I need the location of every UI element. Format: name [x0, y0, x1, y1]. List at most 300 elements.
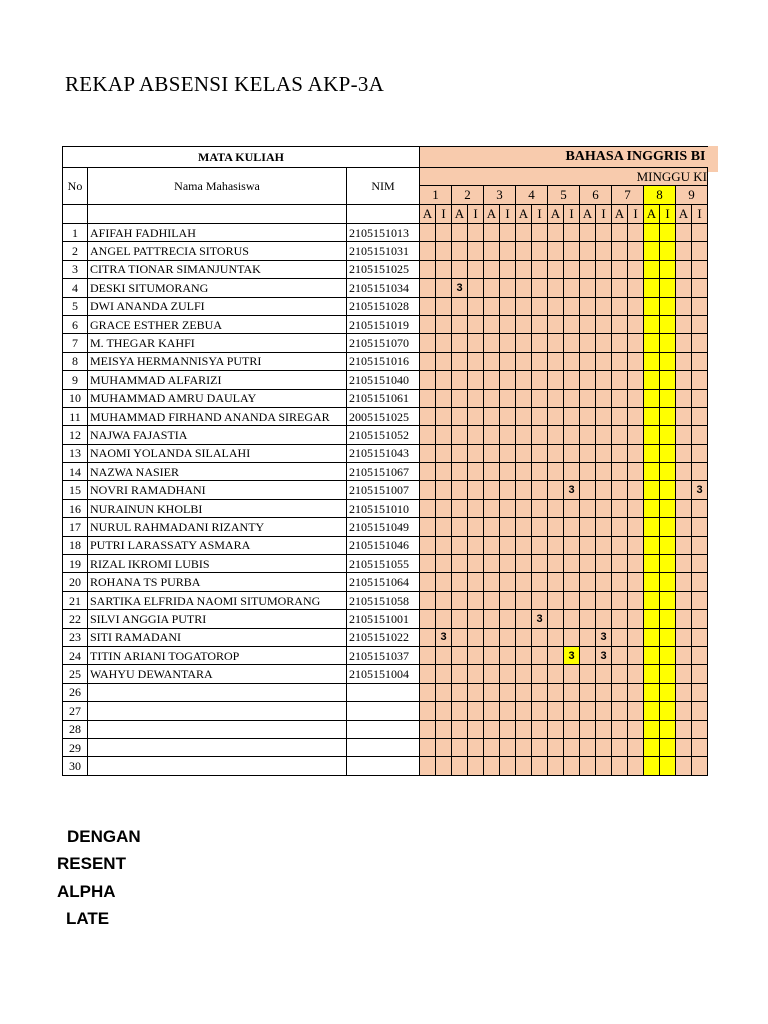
attendance-cell[interactable]: [516, 720, 532, 738]
attendance-cell[interactable]: [612, 757, 628, 775]
attendance-cell[interactable]: [628, 738, 644, 756]
attendance-cell[interactable]: [516, 665, 532, 683]
attendance-cell[interactable]: [692, 646, 708, 664]
attendance-cell[interactable]: [420, 757, 436, 775]
attendance-cell[interactable]: [452, 242, 468, 260]
attendance-cell[interactable]: [660, 279, 676, 297]
attendance-cell[interactable]: [548, 720, 564, 738]
student-nim[interactable]: [347, 738, 420, 756]
attendance-cell[interactable]: [468, 536, 484, 554]
attendance-cell[interactable]: [532, 518, 548, 536]
attendance-cell[interactable]: [516, 426, 532, 444]
attendance-cell[interactable]: [468, 426, 484, 444]
attendance-cell[interactable]: [516, 536, 532, 554]
attendance-cell[interactable]: [644, 334, 660, 352]
attendance-cell[interactable]: [564, 702, 580, 720]
attendance-cell[interactable]: [580, 371, 596, 389]
student-name[interactable]: MUHAMMAD ALFARIZI: [88, 371, 347, 389]
attendance-cell[interactable]: [660, 444, 676, 462]
student-name[interactable]: NAZWA NASIER: [88, 463, 347, 481]
attendance-mark[interactable]: 3: [436, 628, 452, 646]
attendance-cell[interactable]: [660, 407, 676, 425]
attendance-cell[interactable]: [516, 702, 532, 720]
student-nim[interactable]: 2105151070: [347, 334, 420, 352]
attendance-cell[interactable]: [628, 481, 644, 499]
attendance-cell[interactable]: [436, 573, 452, 591]
student-nim[interactable]: 2105151043: [347, 444, 420, 462]
student-nim[interactable]: [347, 720, 420, 738]
attendance-cell[interactable]: [692, 279, 708, 297]
attendance-cell[interactable]: [484, 481, 500, 499]
attendance-cell[interactable]: [676, 536, 692, 554]
attendance-cell[interactable]: [676, 224, 692, 242]
attendance-cell[interactable]: [516, 573, 532, 591]
attendance-cell[interactable]: [532, 242, 548, 260]
attendance-cell[interactable]: [628, 555, 644, 573]
attendance-cell[interactable]: [676, 499, 692, 517]
attendance-cell[interactable]: [452, 628, 468, 646]
attendance-cell[interactable]: [532, 426, 548, 444]
attendance-cell[interactable]: [596, 242, 612, 260]
attendance-cell[interactable]: [436, 224, 452, 242]
attendance-cell[interactable]: [628, 334, 644, 352]
attendance-cell[interactable]: [548, 573, 564, 591]
attendance-cell[interactable]: [564, 555, 580, 573]
attendance-cell[interactable]: [500, 757, 516, 775]
attendance-cell[interactable]: [516, 555, 532, 573]
attendance-cell[interactable]: [500, 444, 516, 462]
attendance-cell[interactable]: [596, 610, 612, 628]
attendance-cell[interactable]: [660, 334, 676, 352]
attendance-cell[interactable]: [692, 463, 708, 481]
student-name[interactable]: RIZAL IKROMI LUBIS: [88, 555, 347, 573]
student-name[interactable]: NURAINUN KHOLBI: [88, 499, 347, 517]
attendance-cell[interactable]: [516, 334, 532, 352]
attendance-cell[interactable]: [532, 297, 548, 315]
attendance-cell[interactable]: [596, 555, 612, 573]
attendance-cell[interactable]: [660, 297, 676, 315]
attendance-cell[interactable]: [452, 297, 468, 315]
attendance-cell[interactable]: [676, 407, 692, 425]
attendance-cell[interactable]: [436, 352, 452, 370]
attendance-cell[interactable]: [436, 536, 452, 554]
attendance-mark[interactable]: 3: [692, 481, 708, 499]
attendance-cell[interactable]: [548, 481, 564, 499]
attendance-cell[interactable]: [644, 371, 660, 389]
student-name[interactable]: MEISYA HERMANNISYA PUTRI: [88, 352, 347, 370]
attendance-cell[interactable]: [628, 426, 644, 444]
attendance-cell[interactable]: [564, 315, 580, 333]
attendance-cell[interactable]: [692, 444, 708, 462]
attendance-cell[interactable]: [420, 260, 436, 278]
attendance-cell[interactable]: [660, 463, 676, 481]
attendance-cell[interactable]: [628, 573, 644, 591]
attendance-cell[interactable]: [628, 757, 644, 775]
attendance-cell[interactable]: [468, 463, 484, 481]
attendance-cell[interactable]: [580, 407, 596, 425]
attendance-cell[interactable]: [468, 555, 484, 573]
attendance-cell[interactable]: [500, 242, 516, 260]
attendance-cell[interactable]: [500, 720, 516, 738]
attendance-cell[interactable]: [468, 352, 484, 370]
attendance-cell[interactable]: [420, 720, 436, 738]
attendance-cell[interactable]: [484, 628, 500, 646]
attendance-cell[interactable]: [436, 591, 452, 609]
attendance-cell[interactable]: [468, 738, 484, 756]
attendance-cell[interactable]: [532, 757, 548, 775]
attendance-cell[interactable]: [692, 260, 708, 278]
attendance-cell[interactable]: [580, 536, 596, 554]
student-name[interactable]: AFIFAH FADHILAH: [88, 224, 347, 242]
attendance-cell[interactable]: [580, 444, 596, 462]
attendance-cell[interactable]: [484, 444, 500, 462]
attendance-cell[interactable]: [644, 646, 660, 664]
attendance-cell[interactable]: [452, 334, 468, 352]
attendance-cell[interactable]: [468, 315, 484, 333]
student-nim[interactable]: [347, 757, 420, 775]
attendance-cell[interactable]: [692, 407, 708, 425]
student-nim[interactable]: 2105151031: [347, 242, 420, 260]
attendance-cell[interactable]: [548, 334, 564, 352]
student-nim[interactable]: 2105151064: [347, 573, 420, 591]
attendance-cell[interactable]: [468, 610, 484, 628]
attendance-cell[interactable]: [612, 499, 628, 517]
attendance-cell[interactable]: [532, 702, 548, 720]
attendance-cell[interactable]: [628, 279, 644, 297]
attendance-cell[interactable]: [660, 389, 676, 407]
attendance-cell[interactable]: [628, 463, 644, 481]
attendance-cell[interactable]: [676, 720, 692, 738]
attendance-cell[interactable]: [596, 665, 612, 683]
attendance-cell[interactable]: [644, 499, 660, 517]
attendance-mark[interactable]: 3: [564, 646, 580, 664]
attendance-cell[interactable]: [644, 389, 660, 407]
attendance-cell[interactable]: [644, 242, 660, 260]
attendance-cell[interactable]: [692, 555, 708, 573]
attendance-cell[interactable]: [484, 463, 500, 481]
student-nim[interactable]: 2105151007: [347, 481, 420, 499]
attendance-cell[interactable]: [612, 738, 628, 756]
attendance-cell[interactable]: [660, 260, 676, 278]
attendance-cell[interactable]: [564, 683, 580, 701]
attendance-cell[interactable]: [644, 591, 660, 609]
attendance-cell[interactable]: [436, 426, 452, 444]
attendance-cell[interactable]: [628, 407, 644, 425]
attendance-cell[interactable]: [612, 518, 628, 536]
attendance-cell[interactable]: [532, 499, 548, 517]
attendance-cell[interactable]: [564, 757, 580, 775]
attendance-cell[interactable]: [484, 297, 500, 315]
attendance-cell[interactable]: [612, 573, 628, 591]
student-nim[interactable]: 2105151040: [347, 371, 420, 389]
attendance-cell[interactable]: [628, 499, 644, 517]
attendance-cell[interactable]: [564, 407, 580, 425]
attendance-cell[interactable]: [612, 334, 628, 352]
attendance-cell[interactable]: [692, 224, 708, 242]
attendance-cell[interactable]: [484, 738, 500, 756]
attendance-cell[interactable]: [452, 738, 468, 756]
attendance-cell[interactable]: [452, 720, 468, 738]
attendance-cell[interactable]: [580, 499, 596, 517]
attendance-cell[interactable]: [580, 334, 596, 352]
attendance-cell[interactable]: [420, 573, 436, 591]
attendance-cell[interactable]: [468, 591, 484, 609]
attendance-cell[interactable]: [420, 628, 436, 646]
attendance-cell[interactable]: [676, 352, 692, 370]
attendance-cell[interactable]: [596, 499, 612, 517]
attendance-cell[interactable]: [564, 260, 580, 278]
attendance-cell[interactable]: [436, 665, 452, 683]
student-nim[interactable]: 2105151016: [347, 352, 420, 370]
attendance-cell[interactable]: [516, 610, 532, 628]
attendance-cell[interactable]: [612, 665, 628, 683]
attendance-cell[interactable]: [676, 628, 692, 646]
attendance-cell[interactable]: [564, 242, 580, 260]
attendance-cell[interactable]: [660, 702, 676, 720]
attendance-cell[interactable]: [452, 352, 468, 370]
attendance-cell[interactable]: [596, 371, 612, 389]
attendance-cell[interactable]: [628, 646, 644, 664]
attendance-cell[interactable]: [516, 738, 532, 756]
student-nim[interactable]: 2105151046: [347, 536, 420, 554]
attendance-cell[interactable]: [468, 334, 484, 352]
attendance-cell[interactable]: [500, 279, 516, 297]
attendance-cell[interactable]: [676, 334, 692, 352]
attendance-cell[interactable]: [596, 407, 612, 425]
attendance-cell[interactable]: [484, 352, 500, 370]
attendance-cell[interactable]: [468, 279, 484, 297]
attendance-cell[interactable]: [436, 315, 452, 333]
attendance-cell[interactable]: [484, 573, 500, 591]
attendance-cell[interactable]: [532, 463, 548, 481]
student-name[interactable]: MUHAMMAD AMRU DAULAY: [88, 389, 347, 407]
attendance-cell[interactable]: [692, 573, 708, 591]
attendance-cell[interactable]: [612, 610, 628, 628]
attendance-cell[interactable]: [628, 702, 644, 720]
attendance-cell[interactable]: [580, 242, 596, 260]
attendance-cell[interactable]: [420, 297, 436, 315]
student-name[interactable]: GRACE ESTHER ZEBUA: [88, 315, 347, 333]
attendance-cell[interactable]: [628, 683, 644, 701]
attendance-cell[interactable]: [484, 610, 500, 628]
attendance-cell[interactable]: [564, 371, 580, 389]
attendance-cell[interactable]: [660, 315, 676, 333]
attendance-cell[interactable]: [548, 242, 564, 260]
attendance-cell[interactable]: [452, 518, 468, 536]
attendance-cell[interactable]: [612, 646, 628, 664]
attendance-cell[interactable]: [484, 371, 500, 389]
attendance-cell[interactable]: [484, 224, 500, 242]
attendance-cell[interactable]: [692, 297, 708, 315]
attendance-cell[interactable]: [484, 389, 500, 407]
attendance-mark[interactable]: 3: [532, 610, 548, 628]
attendance-cell[interactable]: [660, 738, 676, 756]
attendance-cell[interactable]: [580, 665, 596, 683]
attendance-cell[interactable]: [436, 610, 452, 628]
student-name[interactable]: DWI ANANDA ZULFI: [88, 297, 347, 315]
attendance-cell[interactable]: [692, 665, 708, 683]
attendance-cell[interactable]: [564, 224, 580, 242]
attendance-cell[interactable]: [420, 499, 436, 517]
attendance-cell[interactable]: [692, 720, 708, 738]
attendance-cell[interactable]: [660, 352, 676, 370]
attendance-cell[interactable]: [628, 260, 644, 278]
attendance-cell[interactable]: [628, 444, 644, 462]
attendance-cell[interactable]: [516, 518, 532, 536]
student-name[interactable]: ANGEL PATTRECIA SITORUS: [88, 242, 347, 260]
attendance-cell[interactable]: [532, 683, 548, 701]
attendance-cell[interactable]: [564, 444, 580, 462]
attendance-cell[interactable]: [420, 315, 436, 333]
attendance-cell[interactable]: [660, 371, 676, 389]
attendance-cell[interactable]: [532, 407, 548, 425]
student-name[interactable]: DESKI SITUMORANG: [88, 279, 347, 297]
student-name[interactable]: NAJWA FAJASTIA: [88, 426, 347, 444]
student-nim[interactable]: 2105151010: [347, 499, 420, 517]
attendance-cell[interactable]: [644, 536, 660, 554]
attendance-cell[interactable]: [596, 297, 612, 315]
attendance-cell[interactable]: [500, 518, 516, 536]
student-nim[interactable]: 2105151001: [347, 610, 420, 628]
attendance-cell[interactable]: [516, 242, 532, 260]
attendance-cell[interactable]: [580, 481, 596, 499]
attendance-cell[interactable]: [548, 224, 564, 242]
attendance-cell[interactable]: [436, 738, 452, 756]
attendance-cell[interactable]: [500, 407, 516, 425]
attendance-cell[interactable]: [580, 757, 596, 775]
attendance-cell[interactable]: [532, 389, 548, 407]
attendance-cell[interactable]: [580, 646, 596, 664]
attendance-cell[interactable]: [644, 518, 660, 536]
attendance-cell[interactable]: [676, 242, 692, 260]
attendance-cell[interactable]: [452, 573, 468, 591]
student-nim[interactable]: 2105151028: [347, 297, 420, 315]
attendance-cell[interactable]: [420, 352, 436, 370]
attendance-cell[interactable]: [420, 426, 436, 444]
attendance-cell[interactable]: [500, 702, 516, 720]
attendance-cell[interactable]: [500, 334, 516, 352]
attendance-cell[interactable]: [452, 444, 468, 462]
attendance-cell[interactable]: [628, 371, 644, 389]
attendance-cell[interactable]: [580, 352, 596, 370]
attendance-cell[interactable]: [628, 224, 644, 242]
attendance-cell[interactable]: [660, 555, 676, 573]
attendance-cell[interactable]: [644, 279, 660, 297]
attendance-cell[interactable]: [548, 371, 564, 389]
attendance-cell[interactable]: [548, 352, 564, 370]
attendance-cell[interactable]: [500, 426, 516, 444]
attendance-cell[interactable]: [484, 518, 500, 536]
student-nim[interactable]: 2105151055: [347, 555, 420, 573]
attendance-cell[interactable]: [484, 591, 500, 609]
attendance-cell[interactable]: [420, 555, 436, 573]
attendance-cell[interactable]: [660, 610, 676, 628]
attendance-cell[interactable]: [692, 334, 708, 352]
attendance-cell[interactable]: [532, 628, 548, 646]
attendance-cell[interactable]: [420, 646, 436, 664]
attendance-cell[interactable]: [692, 610, 708, 628]
attendance-cell[interactable]: [548, 646, 564, 664]
attendance-mark[interactable]: 3: [564, 481, 580, 499]
attendance-cell[interactable]: [596, 444, 612, 462]
attendance-cell[interactable]: [580, 297, 596, 315]
attendance-cell[interactable]: [548, 444, 564, 462]
attendance-cell[interactable]: [564, 536, 580, 554]
attendance-cell[interactable]: [468, 702, 484, 720]
attendance-cell[interactable]: [644, 224, 660, 242]
student-name[interactable]: SITI RAMADANI: [88, 628, 347, 646]
student-name[interactable]: [88, 720, 347, 738]
attendance-cell[interactable]: [468, 499, 484, 517]
attendance-cell[interactable]: [452, 702, 468, 720]
attendance-cell[interactable]: [548, 702, 564, 720]
attendance-cell[interactable]: [452, 426, 468, 444]
attendance-cell[interactable]: [612, 702, 628, 720]
attendance-cell[interactable]: [644, 720, 660, 738]
attendance-mark[interactable]: 3: [452, 279, 468, 297]
attendance-cell[interactable]: [484, 646, 500, 664]
attendance-cell[interactable]: [692, 757, 708, 775]
attendance-cell[interactable]: [468, 481, 484, 499]
attendance-cell[interactable]: [692, 499, 708, 517]
attendance-cell[interactable]: [612, 242, 628, 260]
attendance-cell[interactable]: [452, 610, 468, 628]
student-nim[interactable]: 2105151049: [347, 518, 420, 536]
attendance-cell[interactable]: [596, 426, 612, 444]
attendance-cell[interactable]: [612, 407, 628, 425]
attendance-cell[interactable]: [468, 260, 484, 278]
attendance-cell[interactable]: [676, 683, 692, 701]
student-name[interactable]: NURUL RAHMADANI RIZANTY: [88, 518, 347, 536]
attendance-cell[interactable]: [420, 463, 436, 481]
attendance-cell[interactable]: [548, 536, 564, 554]
attendance-cell[interactable]: [484, 426, 500, 444]
student-nim[interactable]: 2105151052: [347, 426, 420, 444]
attendance-cell[interactable]: [436, 518, 452, 536]
attendance-cell[interactable]: [548, 610, 564, 628]
attendance-cell[interactable]: [692, 702, 708, 720]
attendance-cell[interactable]: [692, 738, 708, 756]
attendance-cell[interactable]: [564, 573, 580, 591]
attendance-cell[interactable]: [692, 683, 708, 701]
attendance-cell[interactable]: [692, 628, 708, 646]
attendance-cell[interactable]: [420, 444, 436, 462]
attendance-cell[interactable]: [436, 463, 452, 481]
student-name[interactable]: NOVRI RAMADHANI: [88, 481, 347, 499]
attendance-cell[interactable]: [596, 757, 612, 775]
attendance-cell[interactable]: [468, 389, 484, 407]
attendance-cell[interactable]: [532, 738, 548, 756]
attendance-cell[interactable]: [660, 757, 676, 775]
attendance-cell[interactable]: [580, 555, 596, 573]
student-nim[interactable]: 2105151061: [347, 389, 420, 407]
attendance-cell[interactable]: [468, 518, 484, 536]
student-name[interactable]: [88, 702, 347, 720]
attendance-cell[interactable]: [548, 426, 564, 444]
attendance-cell[interactable]: [596, 352, 612, 370]
attendance-cell[interactable]: [532, 315, 548, 333]
attendance-cell[interactable]: [692, 536, 708, 554]
attendance-cell[interactable]: [420, 702, 436, 720]
attendance-cell[interactable]: [644, 738, 660, 756]
student-name[interactable]: SILVI ANGGIA PUTRI: [88, 610, 347, 628]
attendance-cell[interactable]: [676, 610, 692, 628]
student-nim[interactable]: 2005151025: [347, 407, 420, 425]
attendance-cell[interactable]: [452, 683, 468, 701]
student-name[interactable]: ROHANA TS PURBA: [88, 573, 347, 591]
attendance-cell[interactable]: [532, 665, 548, 683]
attendance-cell[interactable]: [644, 352, 660, 370]
